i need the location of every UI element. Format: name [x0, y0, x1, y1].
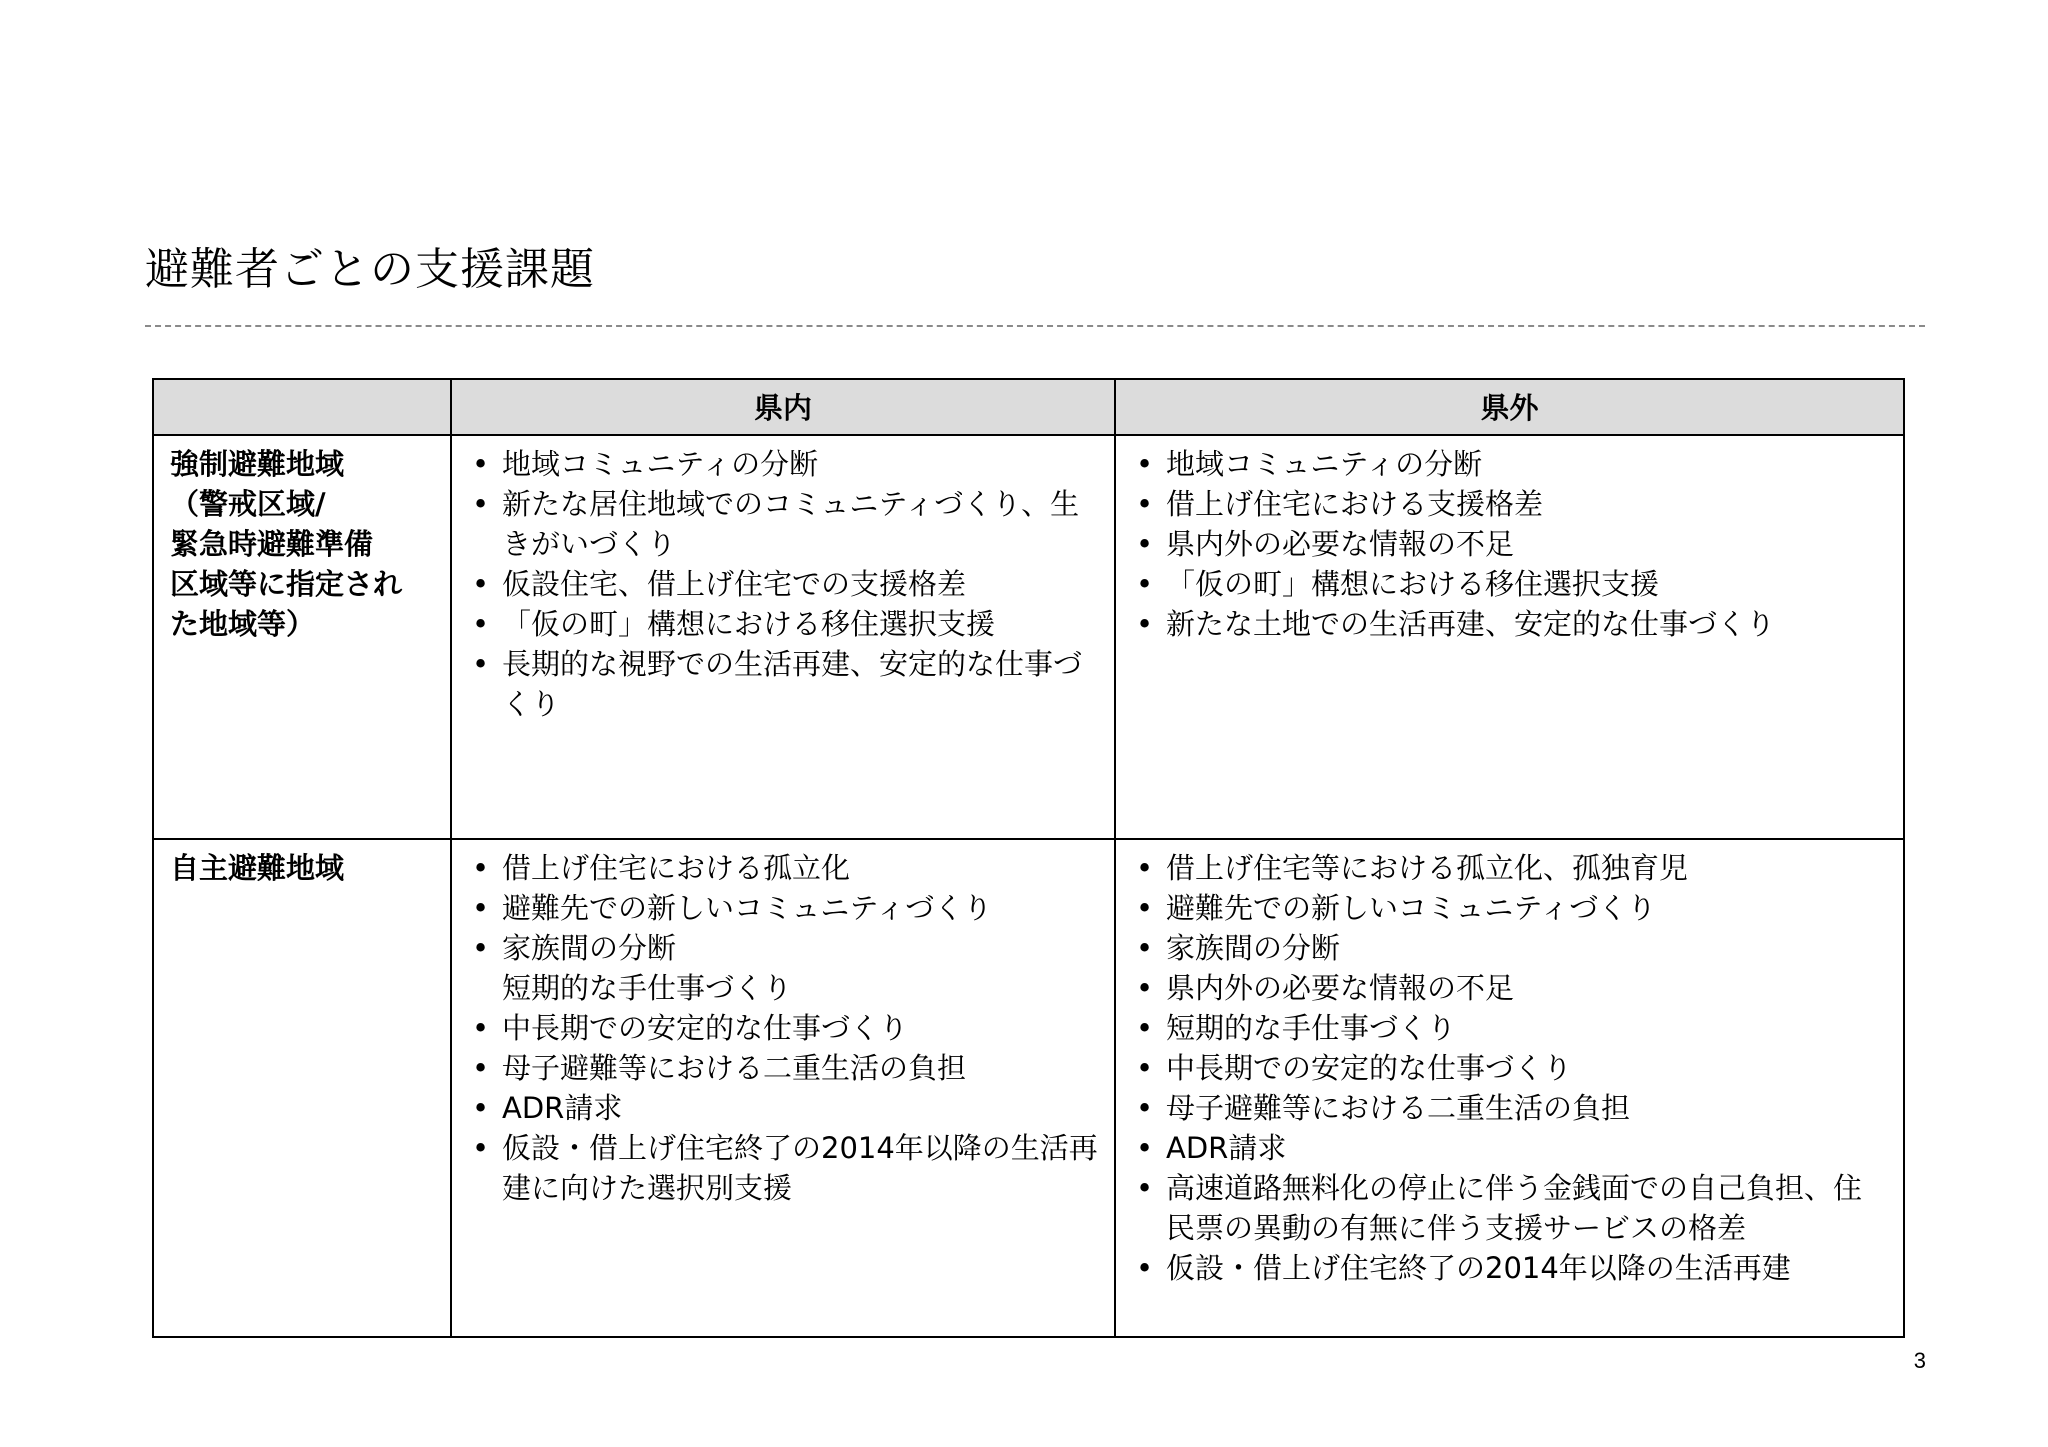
row-label-voluntary-evacuation	[153, 839, 451, 1337]
list-item: • 長期的な視野での生活再建、安定的な仕事づくり	[468, 644, 1098, 724]
row-label-line: 緊急時避難準備	[170, 527, 374, 561]
list-item: • 仮設住宅、借上げ住宅での支援格差	[468, 564, 1098, 604]
issue-list	[1132, 444, 1887, 644]
list-item: • 短期的な手仕事づくり	[1132, 1008, 1887, 1048]
row-label-line: 自主避難地域	[170, 851, 345, 885]
table-row-forced-evacuation	[153, 435, 1904, 839]
row-label-line: （警戒区域/	[170, 487, 326, 521]
list-item: • 「仮の町」構想における移住選択支援	[1132, 564, 1887, 604]
issue-list	[1132, 848, 1887, 1288]
list-item: • ADR請求	[468, 1088, 1098, 1128]
cell-voluntary-outside	[1115, 839, 1904, 1337]
list-item: • 中長期での安定的な仕事づくり	[468, 1008, 1098, 1048]
list-item: • 県内外の必要な情報の不足	[1132, 524, 1887, 564]
table-row-voluntary-evacuation	[153, 839, 1904, 1337]
list-item: • 借上げ住宅における孤立化	[468, 848, 1098, 888]
list-item: • 借上げ住宅等における孤立化、孤独育児	[1132, 848, 1887, 888]
title-divider	[145, 325, 1925, 327]
list-item: • 避難先での新しいコミュニティづくり	[468, 888, 1098, 928]
row-label-forced-evacuation	[153, 435, 451, 839]
list-item: • 地域コミュニティの分断	[468, 444, 1098, 484]
list-item: • 母子避難等における二重生活の負担	[468, 1048, 1098, 1088]
list-item: 短期的な手仕事づくり	[502, 971, 793, 1005]
support-issues-table	[152, 378, 1905, 1338]
page-number: 3	[1913, 1348, 1926, 1373]
page-title: 避難者ごとの支援課題	[145, 244, 595, 295]
cell-voluntary-inside	[451, 839, 1115, 1337]
column-header-inside-prefecture: 県内	[451, 379, 1115, 435]
list-item: • 母子避難等における二重生活の負担	[1132, 1088, 1887, 1128]
column-header-outside-prefecture: 県外	[1115, 379, 1904, 435]
issue-list	[468, 848, 1098, 1208]
list-item: • 地域コミュニティの分断	[1132, 444, 1887, 484]
list-item: • 避難先での新しいコミュニティづくり	[1132, 888, 1887, 928]
list-item: • 県内外の必要な情報の不足	[1132, 968, 1887, 1008]
row-label-line: 区域等に指定され	[170, 567, 403, 601]
list-item: • 新たな居住地域でのコミュニティづくり、生きがいづくり	[468, 484, 1098, 564]
table-header-row	[153, 379, 1904, 435]
list-item: • 家族間の分断	[468, 928, 1098, 968]
row-label-line: 強制避難地域	[170, 447, 345, 481]
list-item: • 仮設・借上げ住宅終了の2014年以降の生活再建	[1132, 1248, 1887, 1288]
list-item: • 高速道路無料化の停止に伴う金銭面での自己負担、住民票の異動の有無に伴う支援サービスの格差	[1132, 1168, 1887, 1248]
list-item: • 借上げ住宅における支援格差	[1132, 484, 1887, 524]
row-label-line: た地域等）	[170, 607, 316, 641]
list-item: • 中長期での安定的な仕事づくり	[1132, 1048, 1887, 1088]
issue-list	[468, 444, 1098, 724]
cell-forced-outside	[1115, 435, 1904, 839]
list-item: • 仮設・借上げ住宅終了の2014年以降の生活再建に向けた選択別支援	[468, 1128, 1098, 1208]
list-item: • 「仮の町」構想における移住選択支援	[468, 604, 1098, 644]
list-item: • ADR請求	[1132, 1128, 1887, 1168]
cell-forced-inside	[451, 435, 1115, 839]
table-corner-cell	[153, 379, 451, 435]
list-item: • 家族間の分断	[1132, 928, 1887, 968]
list-item: • 新たな土地での生活再建、安定的な仕事づくり	[1132, 604, 1887, 644]
